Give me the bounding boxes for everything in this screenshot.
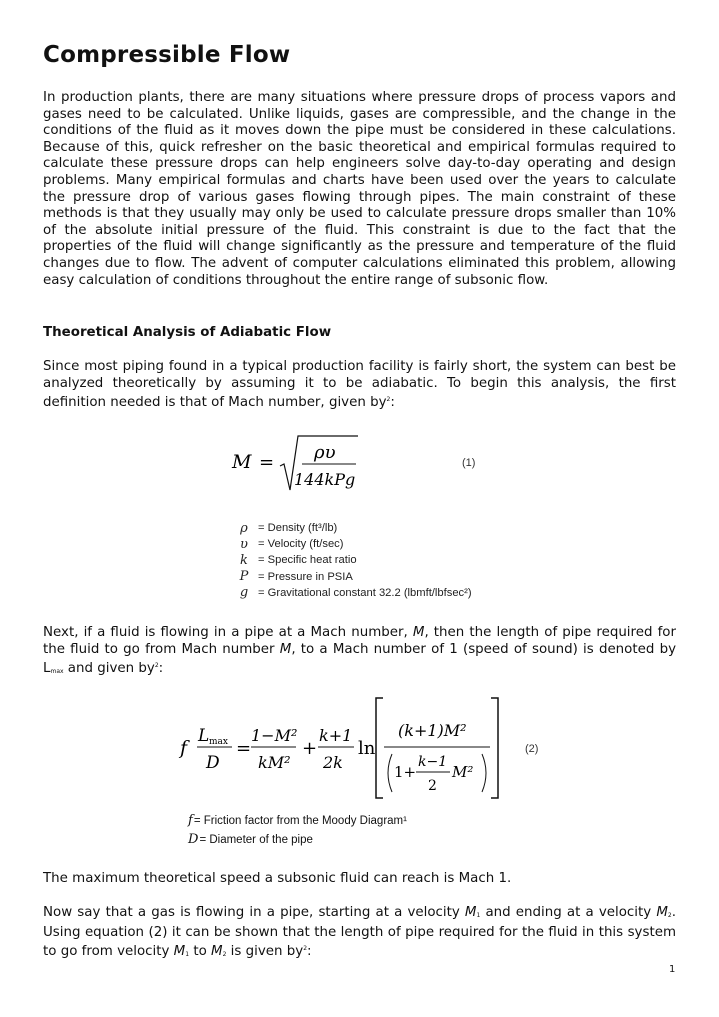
eq2-plus: + <box>302 738 318 759</box>
eq2-right-bracket <box>491 698 498 798</box>
eq2-L-sub: max <box>209 737 228 747</box>
legend-row-velocity: υ = Velocity (ft/sec) <box>230 536 472 552</box>
eq2-left-bracket <box>376 698 383 798</box>
eq2-den3-num: k−1 <box>418 754 448 770</box>
eq2-den2: 2k <box>323 753 343 772</box>
gravity-symbol: g <box>239 585 249 601</box>
eq2-L: L <box>198 726 210 746</box>
final-paragraph: Now say that a gas is flowing in a pipe, starting at a velocity $M_1$ and ending at a velocity $M_2$. Using equation (2) it can be shown that the length of pipe required for the fluid in this system to go from velocity $M_1$ to $M_2$ is given $by^2$: <box>43 905 676 960</box>
equation-2 <box>178 694 548 806</box>
page-title: Compressible Flow <box>43 42 291 68</box>
next-paragraph: Next, if a fluid is flowing in a pipe at a Mach number, M, then the length of pipe required for the fluid to go from Mach number M, to a Mach number of 1 (speed of sound) is denoted by $L_{max}$ and given $by^2$: <box>43 625 676 677</box>
eq2-ln: ln <box>358 738 376 759</box>
intro-paragraph: In production plants, there are many situations where pressure drops of process vapors and gases need to be calculated. Unlike liquids, gases are compressible, and the change in the conditions of the fluid as it moves down the pipe must be considered in these calculations. Because of this, quick refresher on the basic theoretical and empirical formulas required to calculate these pressure drops can help engineers solve day-to-day operating and design problems. Many empirical formulas and charts have been used over the years to calculate the pressure drop of various gases flowing through pipes. The main constraint of these methods is that they usually may only be used to calculate pressure drops smaller than 10% of the absolute initial pressure of the fluid. This constraint is due to the fact that the properties of the fluid will change significantly as the pressure and temperature of the fluid changes due to flow. The advent of computer calculations eliminated this problem, allowing easy calculation of conditions throughout the entire range of subsonic flow. <box>43 90 676 288</box>
friction-symbol: f <box>188 813 193 828</box>
legend-row-gravity: g = Gravitational constant 32.2 (lbmft/lbfsec²) <box>230 585 472 601</box>
density-symbol: ρ <box>240 520 248 536</box>
max-speed-sentence: The maximum theoretical speed a subsonic fluid can reach is Mach 1. <box>43 871 512 886</box>
eq2-den3-b: M² <box>452 763 474 781</box>
eq1-denominator: 144kPg <box>294 470 356 489</box>
legend-row-diameter: D = Diameter of the pipe <box>188 832 313 847</box>
pressure-symbol: P <box>239 569 249 585</box>
eq1-lhs: M <box>232 451 252 473</box>
eq2-num2: k+1 <box>319 726 353 745</box>
diameter-symbol: D <box>188 832 199 847</box>
eq1-numerator: ρυ <box>314 442 336 463</box>
legend-row-density: ρ = Density (ft³/lb) <box>230 520 472 536</box>
eq2-num1: 1−M² <box>251 726 298 745</box>
eq2-den3-a: 1+ <box>394 763 417 781</box>
legend-row-friction: f = Friction factor from the Moody Diagram¹ <box>188 813 407 828</box>
equation-1-number: (1) <box>462 457 476 469</box>
eq2-D: D <box>206 753 220 773</box>
equation-1-legend <box>230 520 472 601</box>
eq2-equals: = <box>236 738 252 759</box>
section-paragraph: Since most piping found in a typical production facility is fairly short, the system can best be analyzed theoretically by assuming it to be adiabatic. To begin this analysis, the first definition needed is that of Mach number, given $by^2$: <box>43 359 676 411</box>
eq2-den1: kM² <box>258 753 291 772</box>
equation-1 <box>228 428 488 498</box>
eq2-right-paren <box>482 754 486 792</box>
eq2-den3-den: 2 <box>428 778 437 794</box>
legend-row-pressure: P = Pressure in PSIA <box>230 569 472 585</box>
legend-row-specific-heat: k = Specific heat ratio <box>230 552 472 568</box>
equation-2-number: (2) <box>525 743 539 755</box>
section-heading: Theoretical Analysis of Adiabatic Flow <box>43 325 332 340</box>
page-number: 1 <box>669 964 676 975</box>
specific-heat-symbol: k <box>240 552 248 568</box>
eq2-left-paren <box>388 754 392 792</box>
equation-2-legend <box>188 811 407 849</box>
eq2-num3: (k+1)M² <box>398 721 467 740</box>
eq2-f: f <box>180 737 188 759</box>
eq1-equals: = <box>259 452 275 473</box>
velocity-symbol: υ <box>240 536 248 552</box>
